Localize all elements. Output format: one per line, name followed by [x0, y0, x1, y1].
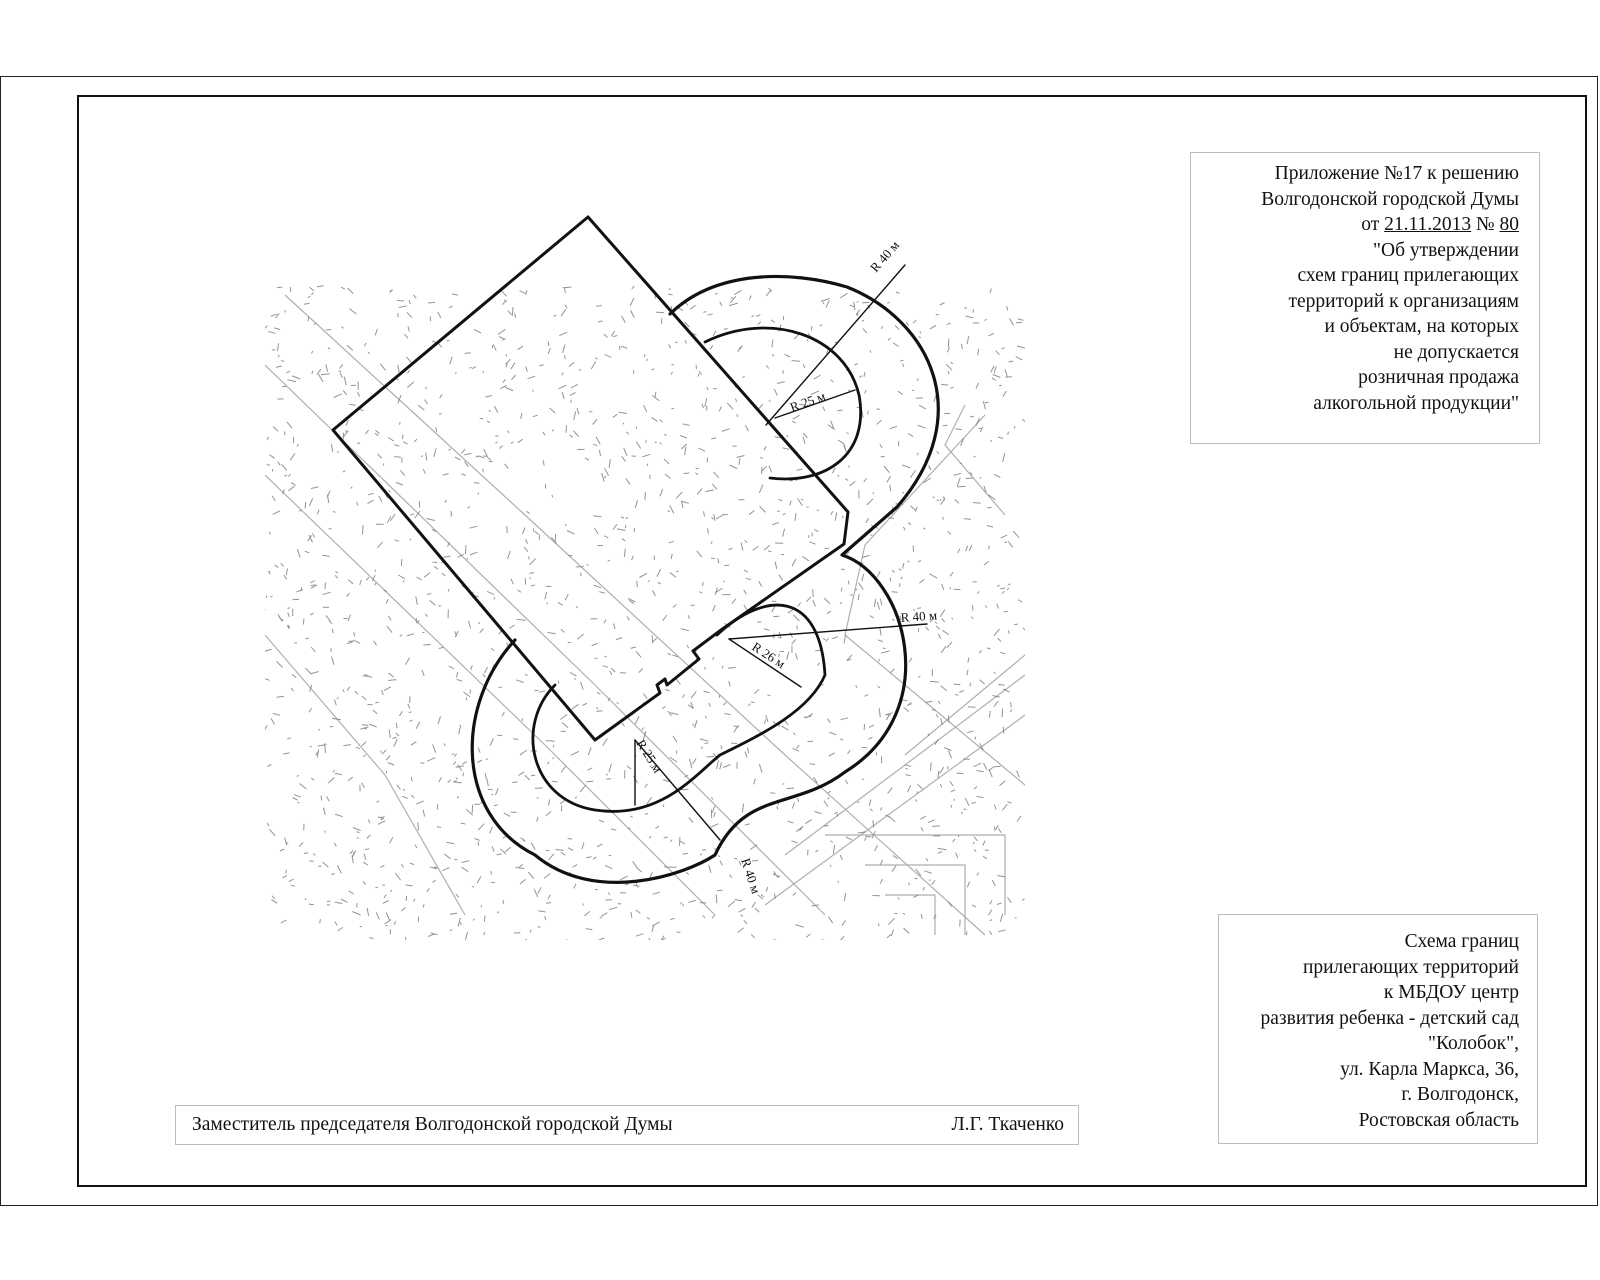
label-r26-mid: R 26 м	[749, 638, 789, 672]
scheme-title-line-4: развития ребенка - детский сад	[1260, 1007, 1519, 1029]
label-r25-bottom: R 25 м	[633, 736, 666, 776]
scheme-title-line-8: Ростовская область	[1358, 1109, 1519, 1131]
appendix-header-box	[1190, 152, 1540, 444]
appendix-line-7: и объектам, на которых	[1324, 316, 1519, 337]
appendix-line-10: алкогольной продукции"	[1313, 392, 1519, 414]
appendix-number: 80	[1499, 214, 1519, 235]
scheme-title-line-6: ул. Карла Маркса, 36,	[1340, 1058, 1519, 1080]
appendix-line-4: "Об утверждении	[1373, 239, 1519, 261]
scheme-title-line-5: "Колобок",	[1428, 1033, 1519, 1054]
appendix-line-1: Приложение №17 к решению	[1274, 163, 1519, 184]
appendix-number-prefix: №	[1471, 214, 1500, 235]
scheme-title-line-1: Схема границ	[1404, 931, 1519, 952]
label-r40-bottom: R 40 м	[738, 856, 764, 896]
signature-name: Л.Г. Ткаченко	[951, 1114, 1064, 1135]
appendix-line-8: не допускается	[1393, 341, 1519, 363]
label-r40-right: R 40 м	[900, 607, 938, 625]
signature-box	[175, 1105, 1079, 1145]
scheme-title-line-7: г. Волгодонск,	[1401, 1084, 1519, 1105]
label-r25-top: R 25 м	[787, 388, 828, 415]
scheme-title-line-3: к МБДОУ центр	[1383, 982, 1519, 1003]
scheme-title-box	[1218, 914, 1538, 1144]
appendix-line-9: розничная продажа	[1358, 367, 1519, 388]
scheme-title-line-2: прилегающих территорий	[1302, 956, 1519, 978]
appendix-date: 21.11.2013	[1384, 214, 1472, 235]
appendix-line-5: схем границ прилегающих	[1297, 265, 1519, 286]
appendix-line-2: Волгодонской городской Думы	[1261, 188, 1519, 210]
appendix-line-6: территорий к организациям	[1288, 290, 1519, 312]
appendix-date-prefix: от	[1361, 214, 1385, 235]
signature-position: Заместитель председателя Волгодонской городской Думы	[192, 1114, 673, 1135]
boundary-map	[265, 215, 1025, 940]
appendix-date-line	[1199, 212, 1519, 238]
label-r40-top: R 40 м	[866, 237, 903, 275]
